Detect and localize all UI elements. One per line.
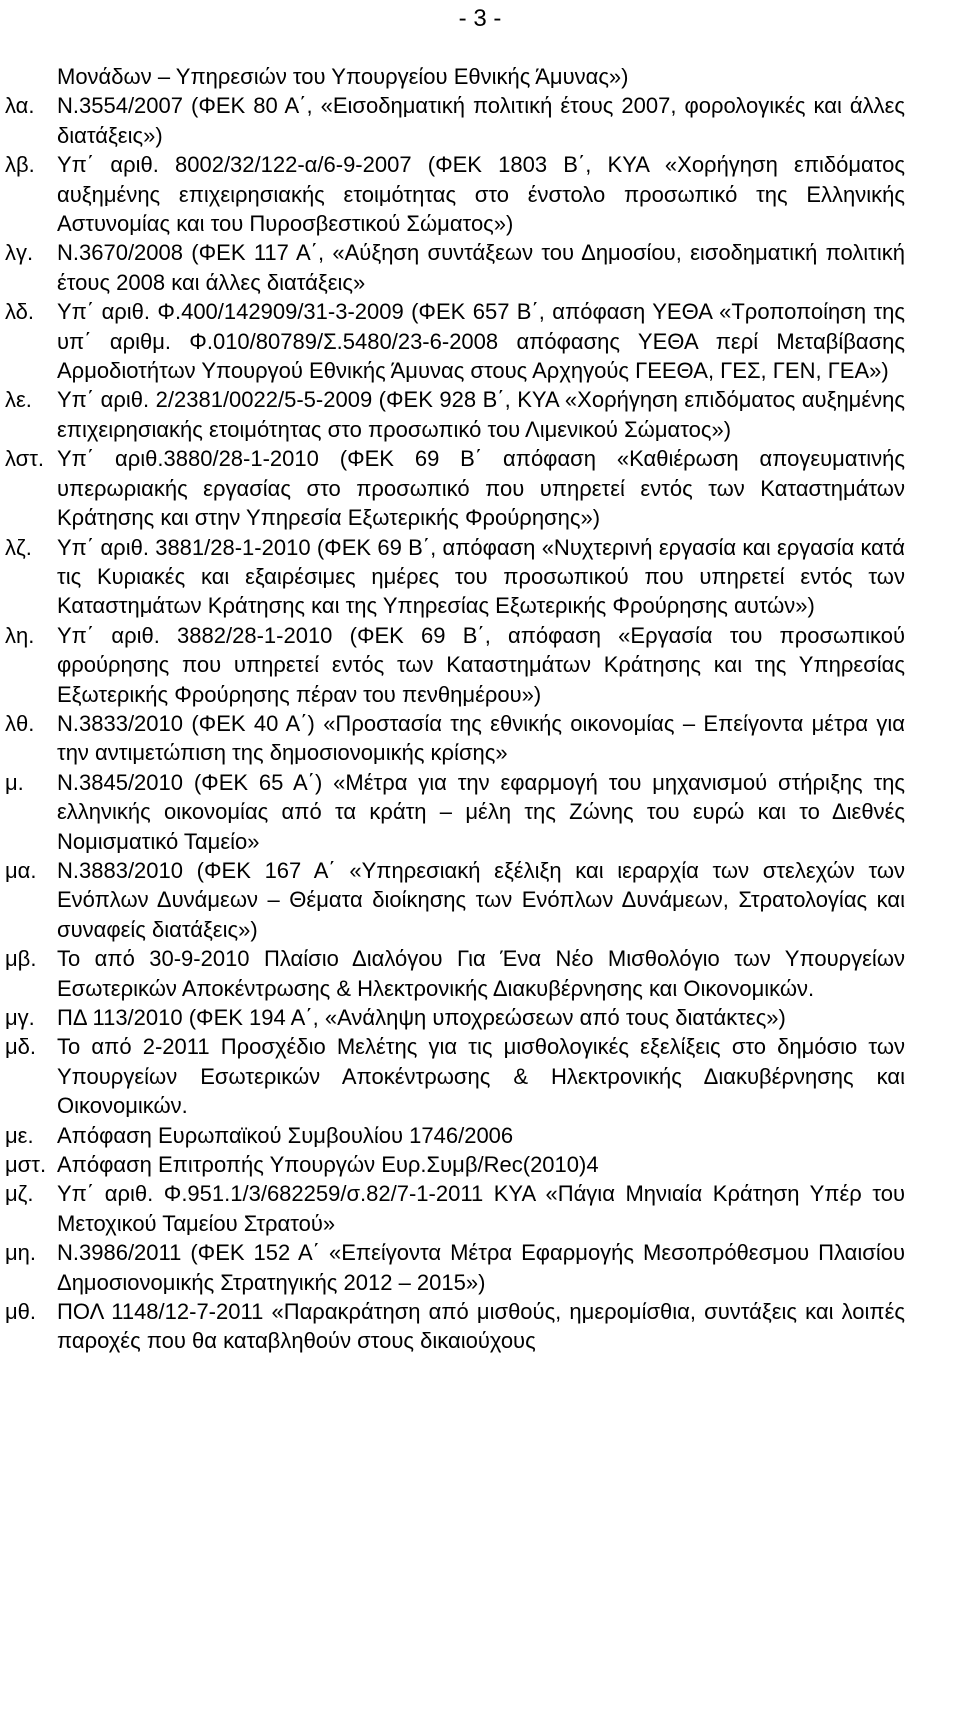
item-label: λθ. <box>5 710 35 736</box>
item-label: με. <box>5 1122 34 1148</box>
item-text: Απόφαση Ευρωπαϊκού Συμβουλίου 1746/2006 <box>57 1122 514 1148</box>
item-label: μθ. <box>5 1299 37 1325</box>
list-item <box>5 1150 905 1179</box>
item-text: Υπ΄ αριθ. 8002/32/122-α/6-9-2007 (ΦΕΚ 1803 Β΄, ΚΥΑ «Χορήγηση επιδόματος αυξημένης επιχειρησιακής ετοιμότητας στο ένστολο προσωπικό της Ελληνικής Αστυνομίας και του Πυροσβεστικού Σώματος») <box>57 152 905 237</box>
list-item <box>5 1121 905 1150</box>
item-label: μζ. <box>5 1181 34 1207</box>
list-item <box>5 533 905 621</box>
item-text: Υπ΄ αριθ. Φ.951.1/3/682259/σ.82/7-1-2011 ΚΥΑ «Πάγια Μηνιαία Κράτηση Υπέρ του Μετοχικού Ταμείου Στρατού» <box>57 1181 905 1236</box>
item-text: ΠΔ 113/2010 (ΦΕΚ 194 Α΄, «Ανάληψη υποχρεώσεων από τους διατάκτες») <box>57 1005 786 1030</box>
list-item <box>5 944 905 1003</box>
item-label: λη. <box>5 622 35 648</box>
item-text: Υπ΄ αριθ. 3882/28-1-2010 (ΦΕΚ 69 Β΄, απόφαση «Εργασία του προσωπικού φρούρησης που υπηρετεί εντός των Καταστημάτων Κράτησης και της Υπηρεσίας Εξωτερικής Φρούρησης πέραν του πενθημέρου») <box>57 622 905 707</box>
list-item <box>5 621 905 709</box>
item-text: Ν.3554/2007 (ΦΕΚ 80 Α΄, «Εισοδηματική πολιτική έτους 2007, φορολογικές και άλλες διατάξεις») <box>57 93 905 148</box>
item-text: Απόφαση Επιτροπής Υπουργών Ευρ.Συμβ/Rec(2010)4 <box>57 1152 599 1178</box>
list-item <box>5 1179 905 1238</box>
item-text: Υπ΄ αριθ.3880/28-1-2010 (ΦΕΚ 69 Β΄ απόφαση «Καθιέρωση απογευματινής υπερωριακής εργασίας στο προσωπικό που υπηρετεί εντός των Καταστημάτων Κράτησης και στην Υπηρεσία Εξωτερικής Φρούρησης») <box>57 446 905 531</box>
legislation-list <box>5 62 905 1356</box>
list-item <box>5 1003 905 1032</box>
item-label: λγ. <box>5 240 34 266</box>
list-item <box>5 297 905 385</box>
item-label: μγ. <box>5 1005 35 1030</box>
list-item <box>5 768 905 856</box>
item-text: ΠΟΛ 1148/12-7-2011 «Παρακράτηση από μισθούς, ημερομίσθια, συντάξεις και λοιπές παροχές που θα καταβληθούν στους δικαιούχους <box>57 1299 905 1354</box>
item-text: Υπ΄ αριθ. 2/2381/0022/5-5-2009 (ΦΕΚ 928 Β΄, ΚΥΑ «Χορήγηση επιδόματος αυξημένης επιχειρησιακής ετοιμότητας στο προσωπικό του Λιμενικού Σώματος») <box>57 387 905 442</box>
list-item <box>5 1238 905 1297</box>
item-text: Ν.3670/2008 (ΦΕΚ 117 Α΄, «Αύξηση συντάξεων του Δημοσίου, εισοδηματική πολιτική έτους 2008 και άλλες διατάξεις» <box>57 240 905 295</box>
item-label: λστ. <box>5 446 45 472</box>
item-label: μδ. <box>5 1034 37 1060</box>
item-text: Ν.3883/2010 (ΦΕΚ 167 Α΄ «Υπηρεσιακή εξέλιξη και ιεραρχία των στελεχών των Ενόπλων Δυνάμεων – Θέματα διοίκησης των Ενόπλων Δυνάμεων, Στρατολογίας και συναφείς διατάξεις») <box>57 857 905 942</box>
item-text: Υπ΄ αριθ. 3881/28-1-2010 (ΦΕΚ 69 Β΄, απόφαση «Νυχτερινή εργασία και εργασία κατά τις Κυριακές και εξαιρέσιμες ημέρες του προσωπικού που υπηρετεί εντός των Καταστημάτων Κράτησης και της Υπηρεσίας Εξωτερικής Φρούρησης αυτών») <box>57 534 905 619</box>
list-item <box>5 91 905 150</box>
item-text: Το από 2-2011 Προσχέδιο Μελέτης για τις μισθολογικές εξελίξεις στο δημόσιο των Υπουργείων Εσωτερικών Αποκέντρωσης & Ηλεκτρονικής Διακυβέρνησης και Οικονομικών. <box>57 1034 905 1119</box>
item-label: λε. <box>5 387 32 413</box>
item-label: λβ. <box>5 152 35 178</box>
item-label: μβ. <box>5 946 37 972</box>
list-item <box>5 1032 905 1120</box>
item-label: λα. <box>5 93 35 119</box>
item-text: Ν.3986/2011 (ΦΕΚ 152 Α΄ «Επείγοντα Μέτρα Εφαρμογής Μεσοπρόθεσμου Πλαισίου Δημοσιονομικής Στρατηγικής 2012 – 2015») <box>57 1240 905 1295</box>
item-text: Υπ΄ αριθ. Φ.400/142909/31-3-2009 (ΦΕΚ 657 Β΄, απόφαση ΥΕΘΑ «Τροποποίηση της υπ΄ αριθμ. Φ.010/80789/Σ.5480/23-6-2008 απόφασης ΥΕΘΑ περί Μεταβίβασης Αρμοδιοτήτων Υπουργού Εθνικής Άμυνας στους Αρχηγούς ΓΕΕΘΑ, ΓΕΣ, ΓΕΝ, ΓΕΑ») <box>57 299 905 384</box>
item-label: λζ. <box>5 534 32 560</box>
item-label: λδ. <box>5 299 35 325</box>
list-item <box>5 62 905 91</box>
list-item <box>5 1297 905 1356</box>
list-item <box>5 385 905 444</box>
page-number: - 3 - <box>458 5 502 32</box>
list-item <box>5 238 905 297</box>
item-text: Ν.3833/2010 (ΦΕΚ 40 Α΄) «Προστασία της εθνικής οικονομίας – Επείγοντα μέτρα για την αντιμετώπιση της δημοσιονομικής κρίσης» <box>57 710 905 766</box>
item-label: μ. <box>5 769 24 795</box>
item-text: Το από 30-9-2010 Πλαίσιο Διαλόγου Για Ένα Νέο Μισθολόγιο των Υπουργείων Εσωτερικών Αποκέντρωσης & Ηλεκτρονικής Διακυβέρνησης και Οικονομικών. <box>57 946 905 1001</box>
list-item <box>5 709 905 768</box>
list-item <box>5 150 905 238</box>
item-label: μη. <box>5 1240 37 1266</box>
item-text: Μονάδων – Υπηρεσιών του Υπουργείου Εθνικής Άμυνας») <box>57 64 629 89</box>
item-label: μστ. <box>5 1152 47 1178</box>
item-label: μα. <box>5 857 37 883</box>
list-item <box>5 856 905 944</box>
item-text: Ν.3845/2010 (ΦΕΚ 65 Α΄) «Μέτρα για την εφαρμογή του μηχανισμού στήριξης της ελληνικής οικονομίας από τα κράτη – μέλη της Ζώνης του ευρώ και το Διεθνές Νομισματικό Ταμείο» <box>57 769 905 854</box>
list-item <box>5 444 905 532</box>
